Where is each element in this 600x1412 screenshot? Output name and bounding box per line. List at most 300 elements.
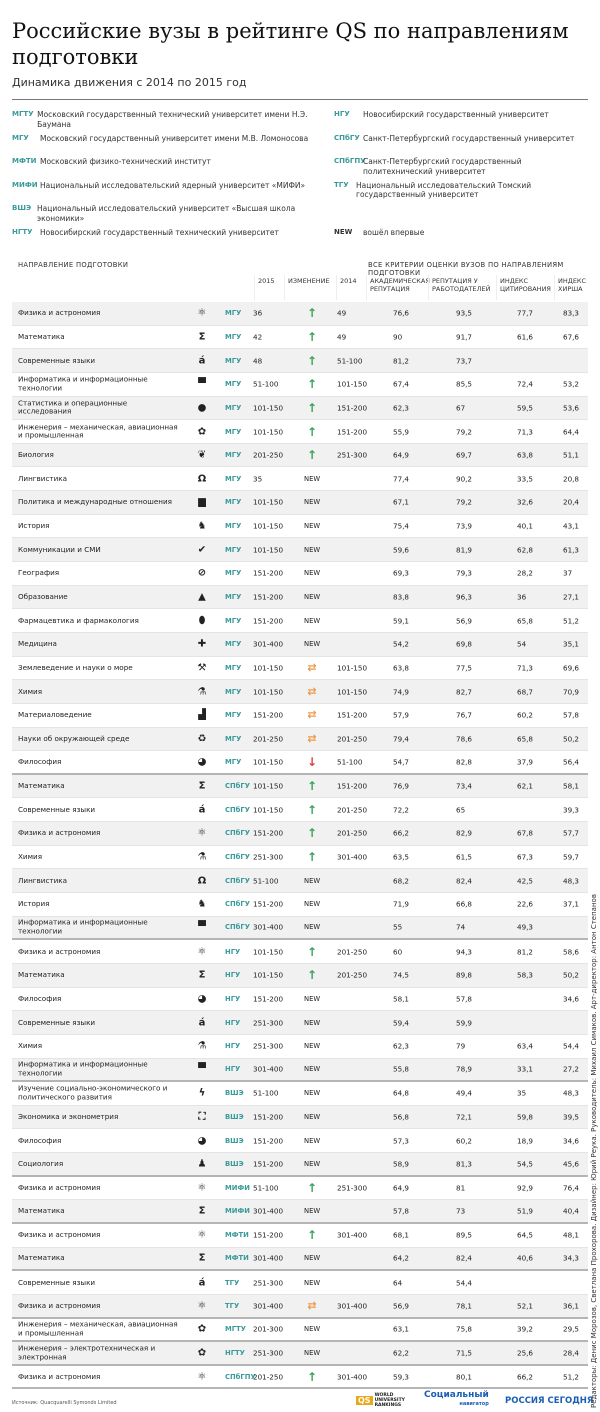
employer-reputation: 54,4 bbox=[456, 1278, 473, 1288]
hirsch-index: 67,6 bbox=[563, 332, 580, 342]
academic-reputation: 62,2 bbox=[393, 1348, 410, 1358]
academic-reputation: 64 bbox=[393, 1278, 403, 1288]
citation-index: 59,8 bbox=[517, 1112, 534, 1122]
table-row bbox=[12, 964, 588, 988]
academic-reputation: 56,9 bbox=[393, 1301, 410, 1311]
hirsch-index: 57,7 bbox=[563, 828, 580, 838]
hirsch-index: 37,1 bbox=[563, 899, 580, 909]
academic-reputation: 55,8 bbox=[393, 1064, 410, 1074]
qs-logo: QS WORLD UNIVERSITY RANKINGS bbox=[358, 1392, 405, 1408]
rank-2014: 151-200 bbox=[337, 427, 368, 437]
citation-index: 66,2 bbox=[517, 1372, 534, 1382]
table-row bbox=[12, 1011, 588, 1035]
direction-name: Современные языки bbox=[18, 1017, 96, 1027]
yin-yang-icon: ◕ bbox=[197, 756, 207, 768]
col-hirsch: ИНДЕКС ХИРША bbox=[554, 275, 590, 300]
atom-icon: ⚛ bbox=[197, 1182, 207, 1194]
yin-yang-icon: ◕ bbox=[197, 993, 207, 1005]
direction-name: Математика bbox=[18, 1205, 65, 1215]
academic-reputation: 90 bbox=[393, 332, 403, 342]
academic-reputation: 77,4 bbox=[393, 474, 410, 484]
direction-name: Коммуникации и СМИ bbox=[18, 544, 101, 554]
table-row bbox=[12, 1106, 588, 1130]
university-abbr: МГУ bbox=[225, 451, 242, 460]
direction-name: Математика bbox=[18, 1253, 65, 1263]
citation-index: 18,9 bbox=[517, 1136, 534, 1146]
rank-2015: 201-250 bbox=[253, 450, 284, 460]
employer-reputation: 82,7 bbox=[456, 687, 473, 697]
swap-arrows-icon: ⇄ bbox=[307, 1298, 317, 1312]
academic-reputation: 63,8 bbox=[393, 663, 410, 673]
citation-index: 33,5 bbox=[517, 474, 534, 484]
rank-2015: 101-150 bbox=[253, 805, 284, 815]
new-badge: NEW bbox=[304, 1018, 321, 1027]
section-heading-direction: НАПРАВЛЕНИЕ ПОДГОТОВКИ bbox=[18, 261, 129, 269]
rank-2015: 36 bbox=[253, 308, 263, 318]
rank-2015: 201-300 bbox=[253, 1324, 284, 1334]
hirsch-index: 20,4 bbox=[563, 497, 580, 507]
table-row bbox=[12, 657, 588, 681]
rank-2015: 301-400 bbox=[253, 639, 284, 649]
hirsch-index: 83,3 bbox=[563, 308, 580, 318]
table-row bbox=[12, 586, 588, 610]
table-row bbox=[12, 751, 588, 775]
hirsch-index: 53,2 bbox=[563, 379, 580, 389]
arrow-up-icon: ↑ bbox=[306, 448, 318, 463]
new-badge: NEW bbox=[304, 1159, 321, 1168]
legend-item bbox=[12, 181, 312, 205]
direction-name: Информатика и информационные технологии bbox=[18, 917, 148, 936]
employer-reputation: 81,9 bbox=[456, 545, 473, 555]
rank-2015: 201-250 bbox=[253, 1372, 284, 1382]
academic-reputation: 69,3 bbox=[393, 568, 410, 578]
person-icon: ♟ bbox=[197, 1158, 207, 1170]
new-badge: NEW bbox=[304, 1349, 321, 1357]
university-abbr: МИФИ bbox=[225, 1184, 250, 1193]
direction-name: Изучение социально-экономического и политического развития bbox=[18, 1083, 168, 1102]
university-abbr: СПбГУ bbox=[225, 782, 250, 791]
rank-2014: 151-200 bbox=[337, 710, 368, 720]
employer-reputation: 49,4 bbox=[456, 1088, 473, 1098]
academic-reputation: 63,5 bbox=[393, 852, 410, 862]
new-badge: NEW bbox=[304, 640, 321, 649]
employer-reputation: 65 bbox=[456, 805, 466, 815]
hirsch-index: 61,3 bbox=[563, 545, 580, 555]
rank-2015: 101-150 bbox=[253, 970, 284, 980]
new-badge: NEW bbox=[304, 545, 321, 554]
source-note: Источник: Quacquarelli Symonds Limited bbox=[12, 1400, 117, 1406]
arrow-up-icon: ↑ bbox=[306, 1369, 318, 1384]
rank-2015: 101-150 bbox=[253, 947, 284, 957]
new-badge: NEW bbox=[304, 1278, 321, 1287]
employer-reputation: 73,7 bbox=[456, 356, 473, 366]
rank-2015: 151-200 bbox=[253, 1112, 284, 1122]
employer-reputation: 61,5 bbox=[456, 852, 473, 862]
academic-reputation: 58,9 bbox=[393, 1159, 410, 1169]
academic-reputation: 54,7 bbox=[393, 757, 410, 767]
rank-2015: 101-150 bbox=[253, 545, 284, 555]
table-row bbox=[12, 1342, 588, 1366]
new-badge: NEW bbox=[304, 1042, 321, 1051]
legend-item bbox=[334, 228, 584, 252]
academic-reputation: 64,8 bbox=[393, 1088, 410, 1098]
citation-index: 59,5 bbox=[517, 403, 534, 413]
rank-2014: 101-150 bbox=[337, 663, 368, 673]
university-abbr: СПбГУ bbox=[225, 853, 250, 862]
rank-2014: 49 bbox=[337, 332, 347, 342]
ranking-table bbox=[12, 302, 588, 1389]
table-row bbox=[12, 917, 588, 941]
table-row bbox=[12, 728, 588, 752]
citation-index: 67,8 bbox=[517, 828, 534, 838]
university-abbr: МГУ bbox=[225, 332, 242, 341]
rank-2015: 151-200 bbox=[253, 616, 284, 626]
direction-name: История bbox=[18, 899, 50, 909]
legend-abbr: МФТИ bbox=[12, 157, 37, 165]
new-badge: NEW bbox=[304, 1325, 321, 1334]
university-abbr: СПбГУ bbox=[225, 829, 250, 838]
direction-name: Землеведение и науки о море bbox=[18, 662, 133, 672]
direction-name: Химия bbox=[18, 1040, 43, 1050]
rank-2015: 101-150 bbox=[253, 687, 284, 697]
rank-2015: 101-150 bbox=[253, 663, 284, 673]
hirsch-index: 37 bbox=[563, 568, 573, 578]
legend-name: Национальный исследовательский Томский государственный университет bbox=[356, 180, 532, 199]
legend-item bbox=[334, 181, 584, 205]
citation-index: 67,3 bbox=[517, 852, 534, 862]
employer-reputation: 66,8 bbox=[456, 899, 473, 909]
table-row bbox=[12, 1082, 588, 1106]
academic-reputation: 68,2 bbox=[393, 876, 410, 886]
university-abbr: НГТУ bbox=[225, 1349, 245, 1357]
rank-2015: 301-400 bbox=[253, 922, 284, 932]
new-badge: NEW bbox=[304, 522, 321, 531]
citation-index: 40,6 bbox=[517, 1253, 534, 1263]
employer-reputation: 78,9 bbox=[456, 1064, 473, 1074]
rank-2015: 51-100 bbox=[253, 1088, 279, 1098]
rank-2014: 201-250 bbox=[337, 947, 368, 957]
rank-2015: 42 bbox=[253, 332, 263, 342]
employer-reputation: 82,9 bbox=[456, 828, 473, 838]
rank-2015: 151-200 bbox=[253, 994, 284, 1004]
university-abbr: МГУ bbox=[225, 663, 242, 672]
new-badge: NEW bbox=[304, 1113, 321, 1122]
direction-name: Философия bbox=[18, 1135, 62, 1145]
legend-item bbox=[12, 228, 312, 252]
rank-2014: 301-400 bbox=[337, 1230, 368, 1240]
divider bbox=[12, 99, 588, 100]
rank-2015: 51-100 bbox=[253, 379, 279, 389]
rank-2015: 151-200 bbox=[253, 1230, 284, 1240]
hirsch-index: 50,2 bbox=[563, 970, 580, 980]
academic-reputation: 60 bbox=[393, 947, 403, 957]
citation-index: 40,1 bbox=[517, 521, 534, 531]
academic-reputation: 68,1 bbox=[393, 1230, 410, 1240]
citation-index: 28,2 bbox=[517, 568, 534, 578]
university-abbr: СПбГПУ bbox=[225, 1372, 256, 1381]
legend-item bbox=[334, 157, 584, 181]
section-heading-criteria: ВСЕ КРИТЕРИИ ОЦЕНКИ ВУЗОВ ПО НАПРАВЛЕНИЯМ ПОДГОТОВКИ bbox=[368, 261, 564, 277]
hirsch-index: 48,3 bbox=[563, 876, 580, 886]
table-row bbox=[12, 491, 588, 515]
academic-reputation: 79,4 bbox=[393, 734, 410, 744]
new-badge: NEW bbox=[304, 1207, 321, 1216]
rank-2014: 201-250 bbox=[337, 828, 368, 838]
direction-name: Фармацевтика и фармакология bbox=[18, 615, 139, 625]
direction-name: Политика и международные отношения bbox=[18, 497, 172, 507]
university-abbr: МГУ bbox=[225, 569, 242, 578]
academic-reputation: 59,4 bbox=[393, 1018, 410, 1028]
legend-abbr: МИФИ bbox=[12, 180, 38, 189]
rank-2014: 51-100 bbox=[337, 757, 363, 767]
table-row bbox=[12, 1319, 588, 1343]
academic-reputation: 74,9 bbox=[393, 687, 410, 697]
academic-reputation: 56,8 bbox=[393, 1112, 410, 1122]
satellite-icon: ✔ bbox=[197, 544, 207, 556]
sigma-icon: Σ bbox=[198, 969, 206, 981]
arrow-up-icon: ↑ bbox=[306, 424, 318, 439]
table-row bbox=[12, 775, 588, 799]
legend-name: Национальный исследовательский ядерный университет «МИФИ» bbox=[40, 180, 306, 190]
rank-2014: 251-300 bbox=[337, 1183, 368, 1193]
academic-reputation: 59,1 bbox=[393, 616, 410, 626]
table-row bbox=[12, 1248, 588, 1272]
employer-reputation: 89,8 bbox=[456, 970, 473, 980]
page-subtitle: Динамика движения с 2014 по 2015 год bbox=[12, 76, 247, 89]
legend-name: Национальный исследовательский университет «Высшая школа экономики» bbox=[37, 204, 296, 223]
citation-index: 72,4 bbox=[517, 379, 534, 389]
arrow-up-icon: ↑ bbox=[306, 1228, 318, 1243]
university-abbr: МГТУ bbox=[225, 1325, 246, 1334]
legend-abbr: СПбГУ bbox=[334, 133, 360, 142]
academic-reputation: 83,8 bbox=[393, 592, 410, 602]
arrow-up-icon: ↑ bbox=[306, 779, 318, 794]
university-abbr: МГУ bbox=[225, 522, 242, 531]
accent-letter-icon: á bbox=[198, 355, 206, 367]
legend-name: Санкт-Петербургский государственный политехнический университет bbox=[363, 157, 522, 176]
social-navigator-logo bbox=[424, 1391, 489, 1409]
omega-icon: Ω bbox=[197, 875, 207, 887]
table-row bbox=[12, 1366, 588, 1390]
citation-index: 81,2 bbox=[517, 947, 534, 957]
hirsch-index: 51,1 bbox=[563, 450, 580, 460]
flask-icon: ⚗ bbox=[197, 1040, 207, 1052]
table-row bbox=[12, 467, 588, 491]
col-academic: АКАДЕМИЧЕСКАЯ РЕПУТАЦИЯ bbox=[366, 275, 428, 300]
citation-index: 92,9 bbox=[517, 1183, 534, 1193]
new-badge: NEW bbox=[304, 593, 321, 601]
employer-reputation: 80,1 bbox=[456, 1372, 473, 1382]
table-row bbox=[12, 1295, 588, 1319]
arrow-up-icon: ↑ bbox=[306, 944, 318, 959]
employer-reputation: 81 bbox=[456, 1183, 466, 1193]
academic-reputation: 81,2 bbox=[393, 356, 410, 366]
gear-icon: ✿ bbox=[197, 1347, 207, 1359]
hammers-icon: ⚒ bbox=[197, 662, 207, 674]
university-abbr: ТГУ bbox=[225, 1278, 240, 1287]
legend-item bbox=[334, 134, 584, 158]
citation-index: 65,8 bbox=[517, 734, 534, 744]
table-row bbox=[12, 1200, 588, 1224]
employer-reputation: 75,8 bbox=[456, 1324, 473, 1334]
hirsch-index: 69,6 bbox=[563, 663, 580, 673]
academic-reputation: 71,9 bbox=[393, 899, 410, 909]
university-abbr: НГУ bbox=[225, 947, 241, 956]
academic-reputation: 55,9 bbox=[393, 427, 410, 437]
employer-reputation: 82,8 bbox=[456, 757, 473, 767]
new-badge: NEW bbox=[304, 876, 321, 885]
academic-reputation: 63,1 bbox=[393, 1324, 410, 1334]
compass-icon: ⊘ bbox=[197, 567, 207, 579]
table-row bbox=[12, 444, 588, 468]
new-badge: NEW bbox=[304, 569, 321, 578]
rank-2015: 151-200 bbox=[253, 828, 284, 838]
flask-icon: ⚗ bbox=[197, 851, 207, 863]
hirsch-index: 48,1 bbox=[563, 1230, 580, 1240]
legend-abbr bbox=[334, 204, 363, 228]
academic-reputation: 66,2 bbox=[393, 828, 410, 838]
citation-index: 71,3 bbox=[517, 663, 534, 673]
table-row bbox=[12, 633, 588, 657]
rank-2015: 101-150 bbox=[253, 521, 284, 531]
new-badge: NEW bbox=[304, 474, 321, 483]
omega-icon: Ω bbox=[197, 473, 207, 485]
rank-2015: 151-200 bbox=[253, 899, 284, 909]
arrow-up-icon: ↑ bbox=[306, 850, 318, 865]
direction-name: Философия bbox=[18, 993, 62, 1003]
academic-reputation: 62,3 bbox=[393, 403, 410, 413]
citation-index: 65,8 bbox=[517, 616, 534, 626]
rank-2015: 151-200 bbox=[253, 710, 284, 720]
employer-reputation: 82,4 bbox=[456, 876, 473, 886]
university-abbr: ТГУ bbox=[225, 1301, 240, 1310]
arrow-up-icon: ↑ bbox=[306, 1181, 318, 1196]
university-abbr: МГУ bbox=[225, 474, 242, 483]
new-badge: NEW bbox=[304, 923, 321, 932]
employer-reputation: 69,7 bbox=[456, 450, 473, 460]
rank-2014: 49 bbox=[337, 308, 347, 318]
university-abbr: МГУ bbox=[225, 356, 242, 365]
direction-name: Лингвистика bbox=[18, 473, 68, 483]
table-row bbox=[12, 349, 588, 373]
legend-abbr: МГУ bbox=[12, 133, 29, 142]
rank-2015: 251-300 bbox=[253, 1278, 284, 1288]
swap-arrows-icon: ⇄ bbox=[307, 708, 317, 722]
col-citation: ИНДЕКС ЦИТИРОВАНИЯ bbox=[496, 275, 554, 300]
direction-name: Философия bbox=[18, 756, 62, 766]
academic-reputation: 67,4 bbox=[393, 379, 410, 389]
employer-reputation: 89,5 bbox=[456, 1230, 473, 1240]
direction-name: Экономика и эконометрия bbox=[18, 1111, 119, 1121]
legend-abbr: СПбГПУ bbox=[334, 157, 366, 165]
academic-reputation: 57,9 bbox=[393, 710, 410, 720]
university-abbr: ВШЭ bbox=[225, 1159, 244, 1168]
head-icon: ♞ bbox=[197, 898, 207, 910]
employer-reputation: 57,8 bbox=[456, 994, 473, 1004]
employer-reputation: 81,3 bbox=[456, 1159, 473, 1169]
direction-name: Инженерия – электротехническая и электронная bbox=[18, 1343, 156, 1361]
arrow-up-icon: ↑ bbox=[306, 968, 318, 983]
academic-reputation: 57,8 bbox=[393, 1206, 410, 1216]
university-abbr: МГУ bbox=[225, 427, 242, 436]
university-abbr: МГУ bbox=[225, 380, 242, 389]
academic-reputation: 74,5 bbox=[393, 970, 410, 980]
swap-arrows-icon: ⇄ bbox=[307, 684, 317, 698]
academic-reputation: 59,3 bbox=[393, 1372, 410, 1382]
gear-icon: ✿ bbox=[197, 426, 207, 438]
direction-name: Современные языки bbox=[18, 1277, 96, 1287]
new-badge: NEW bbox=[304, 498, 321, 507]
rank-2015: 301-400 bbox=[253, 1253, 284, 1263]
direction-name: Физика и астрономия bbox=[18, 308, 101, 318]
rank-2014: 151-200 bbox=[337, 781, 368, 791]
legend-abbr: NEW bbox=[334, 227, 353, 236]
table-row bbox=[12, 940, 588, 964]
citation-index: 22,6 bbox=[517, 899, 534, 909]
university-abbr: МГУ bbox=[225, 711, 242, 720]
logo-text: Социальный bbox=[424, 1390, 489, 1400]
direction-name: География bbox=[18, 568, 60, 578]
hirsch-index: 57,8 bbox=[563, 710, 580, 720]
university-abbr: СПбГУ bbox=[225, 900, 250, 909]
table-row bbox=[12, 326, 588, 350]
employer-reputation: 60,2 bbox=[456, 1136, 473, 1146]
legend-name: Новосибирский государственный технический университет bbox=[40, 227, 279, 237]
citation-index: 77,7 bbox=[517, 308, 534, 318]
hirsch-index: 54,4 bbox=[563, 1041, 580, 1051]
university-abbr: СПбГУ bbox=[225, 923, 250, 932]
university-abbr: ВШЭ bbox=[225, 1113, 244, 1122]
legend-item bbox=[12, 134, 312, 158]
direction-name: Химия bbox=[18, 686, 43, 696]
citation-index: 51,9 bbox=[517, 1206, 534, 1216]
rank-2015: 251-300 bbox=[253, 1041, 284, 1051]
employer-reputation: 78,6 bbox=[456, 734, 473, 744]
employer-reputation: 79,2 bbox=[456, 497, 473, 507]
rank-2014: 301-400 bbox=[337, 1301, 368, 1311]
university-abbr: МГУ bbox=[225, 593, 242, 601]
employer-reputation: 79,2 bbox=[456, 427, 473, 437]
citation-index: 49,3 bbox=[517, 922, 534, 932]
new-badge: NEW bbox=[304, 1089, 321, 1098]
arrow-up-icon: ↑ bbox=[306, 329, 318, 344]
new-badge: NEW bbox=[304, 1136, 321, 1145]
employer-reputation: 78,1 bbox=[456, 1301, 473, 1311]
rank-2014: 51-100 bbox=[337, 356, 363, 366]
arrow-up-icon: ↑ bbox=[306, 306, 318, 321]
academic-reputation: 54,2 bbox=[393, 639, 410, 649]
hirsch-index: 58,6 bbox=[563, 947, 580, 957]
legend-name: Новосибирский государственный университет bbox=[363, 110, 549, 119]
citation-index: 36 bbox=[517, 592, 527, 602]
table-row bbox=[12, 538, 588, 562]
employer-reputation: 73,9 bbox=[456, 521, 473, 531]
university-abbr: МГУ bbox=[225, 545, 242, 554]
university-abbr: НГУ bbox=[225, 1042, 241, 1051]
rank-2015: 301-400 bbox=[253, 1301, 284, 1311]
legend-item bbox=[12, 157, 312, 181]
table-row bbox=[12, 562, 588, 586]
sigma-icon: Σ bbox=[198, 1205, 206, 1217]
university-abbr: МГУ bbox=[225, 616, 242, 625]
academic-reputation: 64,9 bbox=[393, 450, 410, 460]
accent-letter-icon: á bbox=[198, 804, 206, 816]
employer-reputation: 93,5 bbox=[456, 308, 473, 318]
legend-name: Московский физико-технический институт bbox=[40, 157, 211, 166]
rank-2015: 251-300 bbox=[253, 1018, 284, 1028]
legend-abbr: ТГУ bbox=[334, 180, 349, 189]
rank-2015: 101-150 bbox=[253, 403, 284, 413]
